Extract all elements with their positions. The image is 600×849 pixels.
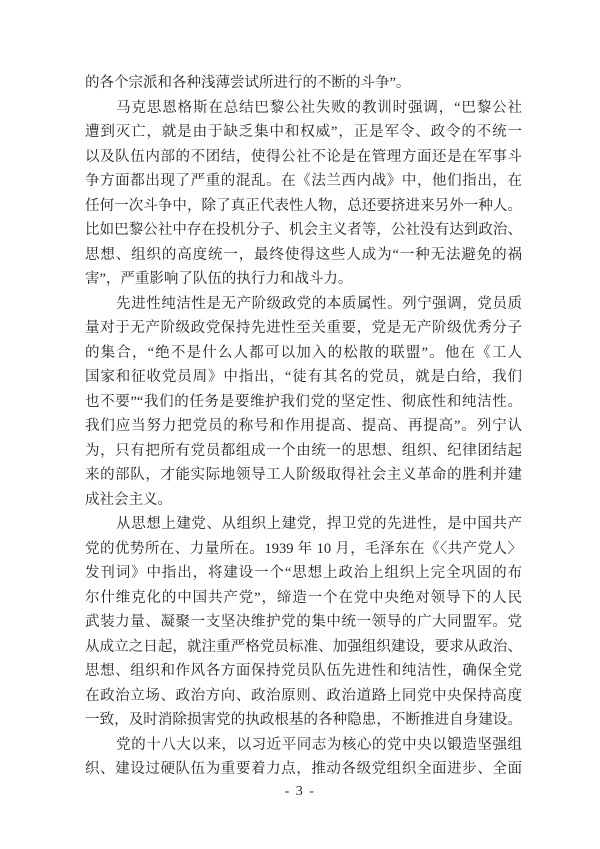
text-line: 发刊词》中指出，将建设一个“思想上政治上组织上完全巩固的布 (85, 565, 522, 581)
text-line: 以及队伍内部的不团结，使得公社不论是在管理方面还是在军事斗 (85, 148, 522, 165)
text-line: 我们应当努力把党员的称号和作用提高、提高、再提高”。列宁认 (85, 418, 522, 434)
text-line: 的集合，“绝不是什么人都可以加入的松散的联盟”。他在《工人 (85, 344, 522, 361)
text-line: 害”，严重影响了队伍的执行力和战斗力。 (85, 271, 353, 287)
text-line: 来的部队，才能实际地领导工人阶级取得社会主义革命的胜利并建 (85, 467, 522, 483)
text-line: 在政治立场、政治方向、政治原则、政治道路上同党中央保持高度 (85, 687, 522, 704)
text-line: 也不要”“我们的任务是要维护我们党的坚定性、彻底性和纯洁性。 (85, 393, 522, 410)
text-line: 的各个宗派和各种浅薄尝试所进行的不断的斗争”。 (85, 75, 411, 91)
text-line: 成社会主义。 (85, 491, 172, 508)
text-line: 织、建设过硬队伍为重要着力点，推动各级党组织全面进步、全面 (85, 761, 522, 777)
text-line: 党的优势所在、力量所在。1939 年 10 月，毛泽东在《〈共产党人〉 (85, 540, 522, 557)
text-line: 任何一次斗争中，除了真正代表性人物，总还要挤进来另外一种人。 (85, 197, 522, 214)
text-line: 思想、组织和作风各方面保持党员队伍先进性和纯洁性，确保全党 (85, 663, 522, 679)
text-line: 尔什维克化的中国共产党”，缔造一个在党中央绝对领导下的人民 (85, 589, 522, 606)
text-line: 思想、组织的高度统一，最终使得这些人成为“一种无法避免的祸 (85, 246, 522, 263)
text-line: 武装力量、凝聚一支坚决维护党的集中统一领导的广大同盟军。党 (85, 614, 522, 630)
text-line: 一致，及时消除损害党的执政根基的各种隐患，不断推进自身建设。 (85, 712, 522, 728)
text-line: 比如巴黎公社中存在投机分子、机会主义者等，公社没有达到政治、 (85, 222, 522, 238)
text-line: 党的十八大以来，以习近平同志为核心的党中央以锻造坚强组 (116, 736, 522, 753)
text-line: 国家和征收党员周》中指出，“徒有其名的党员，就是白给，我们 (85, 369, 522, 385)
page-footer (0, 784, 600, 800)
text-line: 遭到灭亡，就是由于缺乏集中和权威”，正是军令、政令的不统一 (85, 124, 522, 140)
text-line: 量对于无产阶级政党保持先进性至关重要，党是无产阶级优秀分子 (85, 320, 522, 336)
document-body (85, 71, 522, 782)
text-line: 先进性纯洁性是无产阶级政党的本质属性。列宁强调，党员质 (116, 295, 522, 312)
text-line: 为，只有把所有党员都组成一个由统一的思想、组织、纪律团结起 (85, 442, 522, 459)
text-line: 从思想上建党、从组织上建党，捍卫党的先进性，是中国共产 (116, 516, 522, 532)
text-line: 马克思恩格斯在总结巴黎公社失败的教训时强调，“巴黎公社 (116, 99, 522, 116)
page-number: - 3 - (284, 784, 316, 799)
text-line: 从成立之日起，就注重严格党员标准、加强组织建设，要求从政治、 (85, 638, 522, 655)
text-line: 争方面都出现了严重的混乱。在《法兰西内战》中，他们指出，在 (85, 173, 522, 189)
